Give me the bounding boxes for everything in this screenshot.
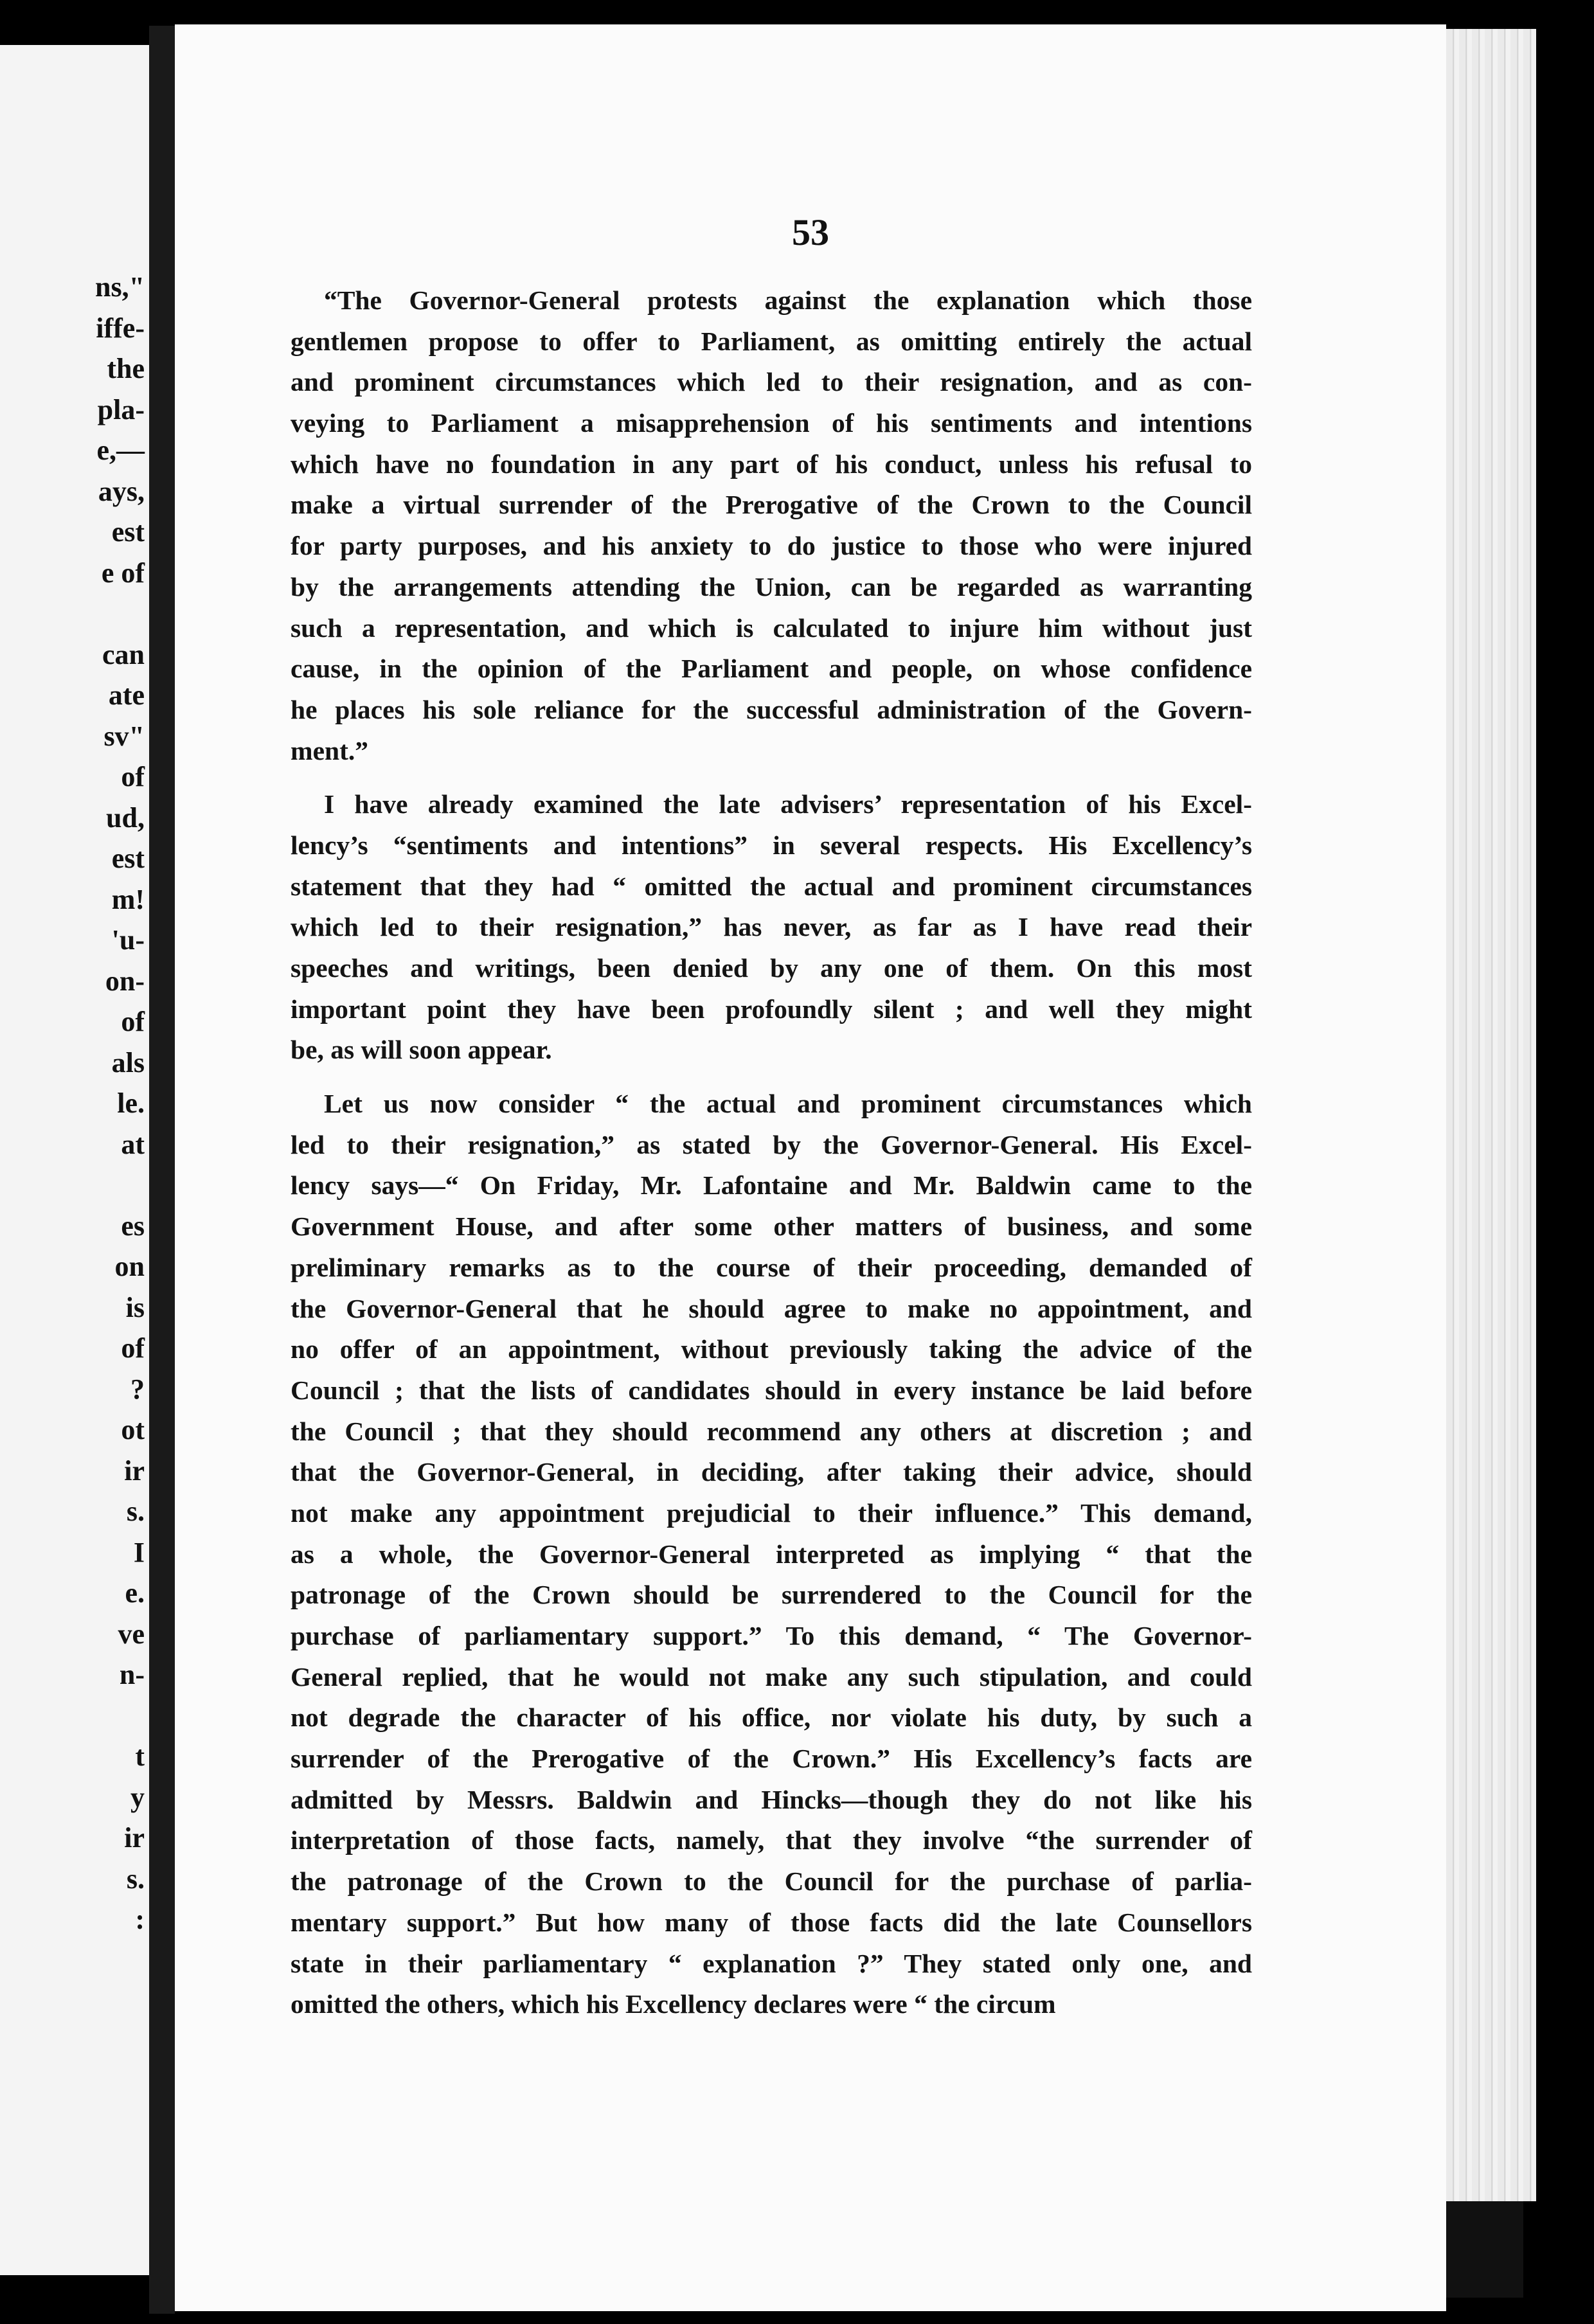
text-line: that the Governor-General, in deciding, after taking their advice, should [291,1457,1252,1487]
text-line: by the arrangements attending the Union, can be regarded as warranting [291,571,1252,602]
text-line: the Council ; that they should recommend any others at discretion ; and [291,1416,1252,1446]
facing-page-fragment: le. [117,1087,145,1119]
facing-page-fragment: on- [105,965,145,997]
facing-page-fragment: ns," [94,271,145,303]
text-line: purchase of parliamentary support.” To this demand, “ The Governor- [291,1621,1252,1650]
facing-page-fragment: ud, [106,801,145,834]
text-line: which led to their resignation,” has never, as far as I have read their [291,912,1252,942]
text-line: Let us now consider “ the actual and prominent circumstances which [324,1089,1252,1119]
facing-page-fragment: of [121,1006,145,1037]
text-line: the patronage of the Crown to the Council for the purchase of parlia- [291,1866,1252,1897]
text-line: not degrade the character of his office, nor violate his duty, by such a [291,1703,1252,1733]
facing-page-fragment: on [114,1251,145,1282]
facing-page-fragment: iffe- [96,312,145,344]
text-line: admitted by Messrs. Baldwin and Hincks—though they do not like his [291,1784,1252,1814]
text-line: cause, in the opinion of the Parliament and people, on whose confidence [291,654,1252,684]
facing-page-fragment: y [130,1781,145,1813]
facing-page-fragment: ot [121,1414,145,1445]
facing-page-fragment: of [121,1332,145,1364]
facing-page-fragment: pla- [97,393,145,425]
book-gutter [149,26,175,2314]
text-line: such a representation, and which is calculated to injure him without just [291,612,1252,643]
facing-page-fragment: est [111,843,145,874]
facing-page-fragment: als [111,1046,145,1078]
text-line: for party purposes, and his anxiety to do justice to those who were injured [291,531,1252,561]
text-line: ment.” [291,735,369,765]
text-line: speeches and writings, been denied by any one of them. On this most [291,953,1252,983]
facing-page-fragment [0,593,145,634]
text-line: be, as will soon appear. [291,1035,552,1065]
facing-page-fragment: n- [119,1659,145,1690]
page-edges-shadow [1446,2201,1523,2298]
facing-page-fragment: : [135,1904,145,1935]
text-line: which have no foundation in any part of his conduct, unless his refusal to [291,449,1252,479]
text-line: surrender of the Prerogative of the Crown.” His Excellency’s facts are [291,1744,1252,1774]
facing-page-fragment: e. [125,1577,145,1609]
text-line: veying to Parliament a misapprehension of his sentiments and intentions [291,408,1252,438]
facing-page-fragment: 'u- [111,924,145,956]
facing-page-fragment: ir [124,1454,145,1487]
facing-page-fragment: s. [126,1496,145,1527]
text-line: gentlemen propose to offer to Parliament, as omitting entirely the actual [291,326,1252,356]
text-line: I have already examined the late advisers’ representation of his Excel- [324,789,1252,819]
text-line: led to their resignation,” as stated by the Governor-General. His Excel- [291,1129,1252,1159]
facing-page-fragment: ate [108,679,145,711]
text-line: as a whole, the Governor-General interpreted as implying “ that the [291,1539,1252,1569]
facing-page-fragment [0,1695,145,1737]
text-line: Government House, and after some other matters of business, and some [291,1211,1252,1242]
text-line: statement that they had “ omitted the actual and prominent circumstances [291,871,1252,901]
facing-page-fragment: sv" [103,720,145,752]
facing-page-fragment: s. [126,1863,145,1895]
text-line: state in their parliamentary “ explanation ?” They stated only one, and [291,1948,1252,1978]
facing-page-fragment: t [135,1740,145,1772]
paragraph [257,280,1252,771]
facing-page-fragment: at [121,1128,145,1160]
text-line: no offer of an appointment, without previously taking the advice of the [291,1334,1252,1364]
facing-page-fragment: ir [124,1822,145,1854]
text-line: Council ; that the lists of candidates should in every instance be laid before [291,1375,1252,1405]
text-line: he places his sole reliance for the successful administration of the Govern- [291,694,1252,724]
facing-page-fragment: can [102,638,145,670]
text-line: General replied, that he would not make any such stipulation, and could [291,1661,1252,1692]
text-line: lency says—“ On Friday, Mr. Lafontaine and Mr. Baldwin came to the [291,1170,1252,1201]
text-line: interpretation of those facts, namely, that they involve “the surrender of [291,1825,1252,1855]
facing-page-fragment: est [111,516,145,548]
page-number: 53 [792,211,829,253]
text-line: lency’s “sentiments and intentions” in several respects. His Excellency’s [291,830,1252,860]
facing-page-fragment: ve [118,1618,145,1650]
text-line: mentary support.” But how many of those facts did the late Counsellors [291,1907,1252,1937]
facing-page-fragment: m! [111,883,145,915]
text-line: make a virtual surrender of the Prerogative of the Crown to the Council [291,490,1252,520]
text-line: important point they have been profoundly silent ; and well they might [291,994,1252,1024]
text-line: patronage of the Crown should be surrendered to the Council for the [291,1580,1252,1610]
text-line: omitted the others, which his Excellency declares were “ the circum [291,1989,1056,2019]
facing-page-fragment: e of [101,557,145,589]
text-line: not make any appointment prejudicial to their influence.” This demand, [291,1497,1252,1528]
text-line: the Governor-General that he should agree to make no appointment, and [291,1293,1252,1323]
paragraph [257,784,1252,1071]
text-line: preliminary remarks as to the course of their proceeding, demanded of [291,1252,1252,1282]
facing-page-fragment: ays, [98,475,145,507]
book-page [175,24,1446,2311]
page-edges-stack [1446,29,1536,2201]
facing-page-fragment: of [121,761,145,792]
paragraph [257,1084,1252,2025]
facing-page-strip [0,45,149,2275]
facing-page-fragment [0,1165,145,1206]
page-body-text [257,280,1252,2025]
facing-page-fragment: es [121,1210,145,1242]
facing-page-fragment: I [133,1536,145,1568]
facing-page-fragment: the [107,353,145,384]
facing-page-text-fragments [0,267,145,1940]
text-line: and prominent circumstances which led to their resignation, and as con- [291,367,1252,397]
facing-page-fragment: e,— [96,434,145,466]
text-line: “The Governor-General protests against the explanation which those [324,285,1252,315]
facing-page-fragment: is [125,1291,145,1323]
facing-page-fragment: ? [130,1373,145,1405]
